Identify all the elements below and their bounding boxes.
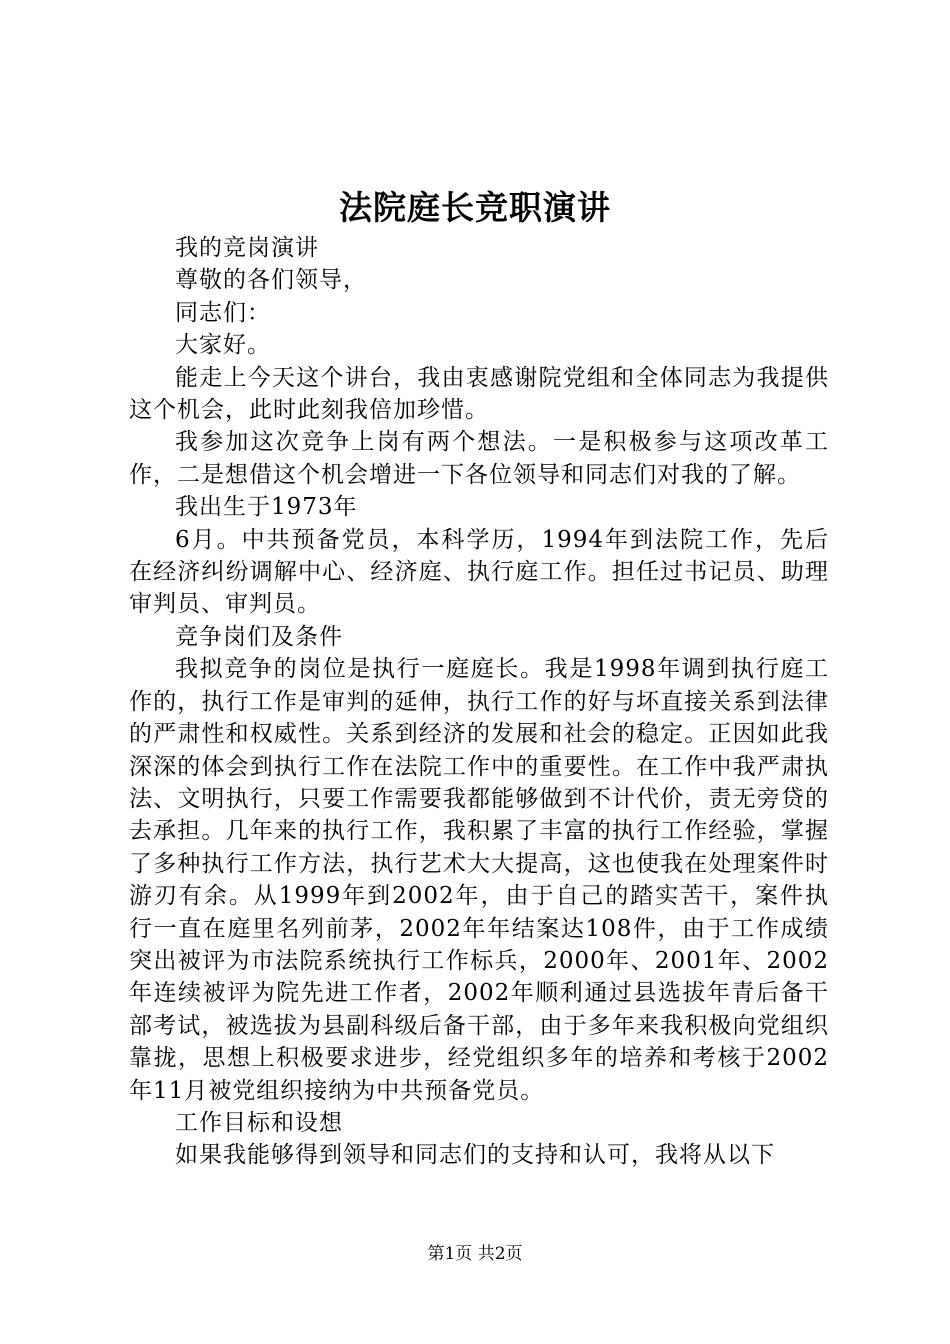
- paragraph-heading: 我的竞岗演讲: [175, 235, 319, 261]
- page-footer: 第1页 共2页: [427, 1244, 523, 1264]
- paragraph-greeting: 大家好。: [175, 332, 271, 359]
- document-body: [129, 232, 829, 1172]
- paragraph-salutation-2: 同志们：: [175, 299, 271, 326]
- paragraph-section-goals: 工作目标和设想: [175, 1109, 343, 1136]
- paragraph-plan: 如果我能够得到领导和同志们的支持和认可，我将从以下: [175, 1142, 775, 1169]
- paragraph-section-position: 竞争岗们及条件: [175, 623, 343, 650]
- paragraph-salutation: 尊敬的各们领导，: [175, 267, 367, 294]
- paragraph-experience: 我拟竞争的岗位是执行一庭庭长。我是1998年调到执行庭工作的，执行工作是审判的延伸，执行工作的好与坏直接关系到法律的严肃性和权威性。关系到经济的发展和社会的稳定。正因如此我深深的体会到执行工作在法院工作中的重要性。在工作中我严肃执法、文明执行，只要工作需要我都能够做到不计代价，责无旁贷的去承担。几年来的执行工作，我积累了丰富的执行工作经验，掌握了多种执行工作方法，执行艺术大大提高，这也使我在处理案件时游刃有余。从1999年到2002年，由于自己的踏实苦干，案件执行一直在庭里名列前茅，2002年年结案达108件，由于工作成绩突出被评为市法院系统执行工作标兵，2000年、2001年、2002年连续被评为院先进工作者，2002年顺利通过县选拔年青后备干部考试，被选拔为县副科级后备干部，由于多年来我积极向党组织靠拢，思想上积极要求进步，经党组织多年的培养和考核于2002年11月被党组织接纳为中共预备党员。: [129, 656, 829, 1104]
- paragraph-birth: 我出生于1973年: [175, 494, 358, 521]
- document-title: 法院庭长竞职演讲: [339, 188, 611, 227]
- paragraph-thanks: 能走上今天这个讲台，我由衷感谢院党组和全体同志为我提供这个机会，此时此刻我倍加珍惜。: [129, 364, 829, 424]
- paragraph-motivation: 我参加这次竞争上岗有两个想法。一是积极参与这项改革工作，二是想借这个机会增进一下各位领导和同志们对我的了解。: [129, 429, 829, 488]
- paragraph-background: 6月。中共预备党员，本科学历，1994年到法院工作，先后在经济纠纷调解中心、经济庭、执行庭工作。担任过书记员、助理审判员、审判员。: [129, 526, 829, 618]
